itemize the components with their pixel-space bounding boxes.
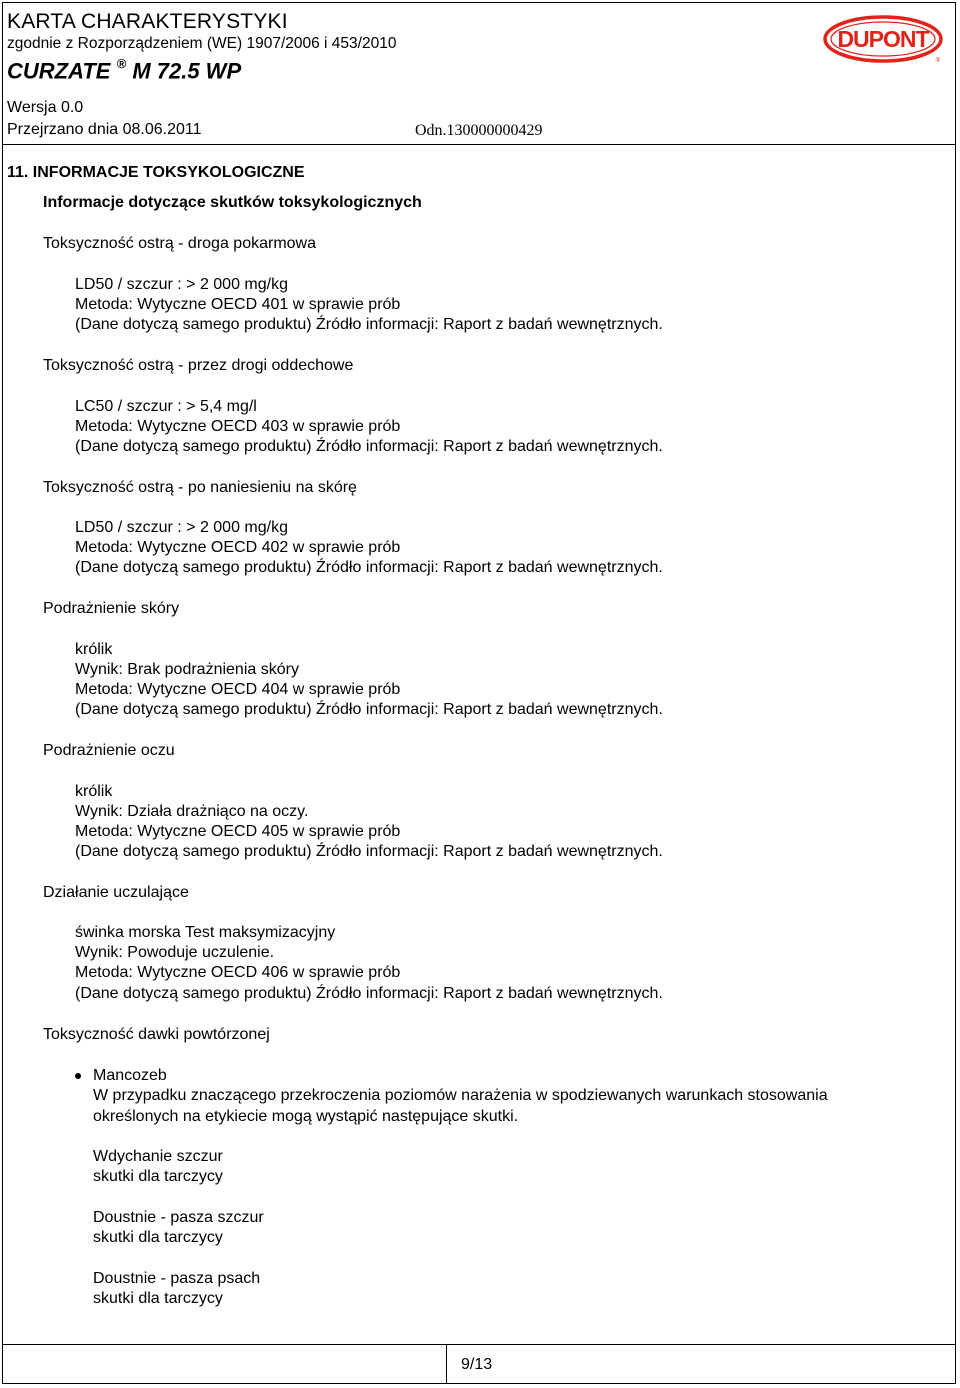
svg-text:®: ® xyxy=(935,58,940,64)
effect-route: Doustnie - pasza szczur xyxy=(93,1209,264,1226)
subsection-title: Informacje dotyczące skutków toksykologicznych xyxy=(43,194,422,211)
product-name xyxy=(7,53,396,84)
block-heading-eye-irritation: Podrażnienie oczu xyxy=(43,742,175,759)
bullet-substance: Mancozeb xyxy=(93,1067,167,1084)
block-heading-repeated-dose: Toksyczność dawki powtórzonej xyxy=(43,1026,270,1043)
bullet-text: określonych na etykiecie mogą wystąpić następujące skutki. xyxy=(93,1108,519,1125)
revision-date: Przejrzano dnia 08.06.2011 xyxy=(7,121,202,138)
bullet-icon xyxy=(75,1073,81,1079)
block-heading-sensitisation: Działanie uczulające xyxy=(43,884,189,901)
page-number: 9/13 xyxy=(461,1356,493,1373)
block-heading-inhalation: Toksyczność ostrą - przez drogi oddechowe xyxy=(43,357,354,374)
block-line: Wynik: Działa drażniąco na oczy. xyxy=(75,803,309,820)
block-line: Metoda: Wytyczne OECD 401 w sprawie prób xyxy=(75,296,401,313)
effect-route: Doustnie - pasza psach xyxy=(93,1270,261,1287)
block-heading-skin-irritation: Podrażnienie skóry xyxy=(43,600,180,617)
block-line: królik xyxy=(75,783,113,800)
block-heading-oral: Toksyczność ostrą - droga pokarmowa xyxy=(43,235,316,252)
document-header xyxy=(7,10,396,84)
block-line: Metoda: Wytyczne OECD 402 w sprawie prób xyxy=(75,539,401,556)
block-line: LD50 / szczur : > 2 000 mg/kg xyxy=(75,276,288,293)
block-line: Metoda: Wytyczne OECD 405 w sprawie prób xyxy=(75,823,401,840)
regulation-reference: zgodnie z Rozporządzeniem (WE) 1907/2006 i 453/2010 xyxy=(7,35,397,52)
dupont-logo-icon xyxy=(822,14,944,64)
header-divider xyxy=(2,144,956,145)
document-reference: Odn.130000000429 xyxy=(415,122,543,139)
document-title: KARTA CHARAKTERYSTYKI xyxy=(7,10,288,33)
effect-result: skutki dla tarczycy xyxy=(93,1229,223,1246)
block-line: (Dane dotyczą samego produktu) Źródło informacji: Raport z badań wewnętrznych. xyxy=(75,438,663,455)
block-line: Metoda: Wytyczne OECD 404 w sprawie prób xyxy=(75,681,401,698)
block-line: Wynik: Powoduje uczulenie. xyxy=(75,944,275,961)
block-line: Metoda: Wytyczne OECD 406 w sprawie prób xyxy=(75,964,401,981)
block-line: (Dane dotyczą samego produktu) Źródło informacji: Raport z badań wewnętrznych. xyxy=(75,559,663,576)
block-line: królik xyxy=(75,641,113,658)
block-line: (Dane dotyczą samego produktu) Źródło informacji: Raport z badań wewnętrznych. xyxy=(75,985,663,1002)
version-label: Wersja 0.0 xyxy=(7,99,84,116)
effect-result: skutki dla tarczycy xyxy=(93,1290,223,1307)
footer-divider xyxy=(2,1344,956,1345)
block-line: świnka morska Test maksymizacyjny xyxy=(75,924,336,941)
block-line: (Dane dotyczą samego produktu) Źródło informacji: Raport z badań wewnętrznych. xyxy=(75,843,663,860)
effect-route: Wdychanie szczur xyxy=(93,1148,223,1165)
block-line: Wynik: Brak podrażnienia skóry xyxy=(75,661,299,678)
product-name-main: CURZATE xyxy=(7,58,111,84)
bullet-text: W przypadku znaczącego przekroczenia poziomów narażenia w spodziewanych warunkach stosowania xyxy=(93,1087,828,1104)
block-line: (Dane dotyczą samego produktu) Źródło informacji: Raport z badań wewnętrznych. xyxy=(75,316,663,333)
block-line: (Dane dotyczą samego produktu) Źródło informacji: Raport z badań wewnętrznych. xyxy=(75,701,663,718)
section-title: 11. INFORMACJE TOKSYKOLOGICZNE xyxy=(7,164,305,181)
effect-result: skutki dla tarczycy xyxy=(93,1168,223,1185)
product-name-suffix: M 72.5 WP xyxy=(132,58,242,84)
svg-text:DUPONT: DUPONT xyxy=(837,26,929,52)
block-heading-dermal: Toksyczność ostrą - po naniesieniu na skórę xyxy=(43,479,357,496)
registered-mark: ® xyxy=(116,56,127,71)
block-line: LC50 / szczur : > 5,4 mg/l xyxy=(75,398,257,415)
block-line: LD50 / szczur : > 2 000 mg/kg xyxy=(75,519,288,536)
footer-column-divider xyxy=(446,1344,447,1384)
block-line: Metoda: Wytyczne OECD 403 w sprawie prób xyxy=(75,418,401,435)
